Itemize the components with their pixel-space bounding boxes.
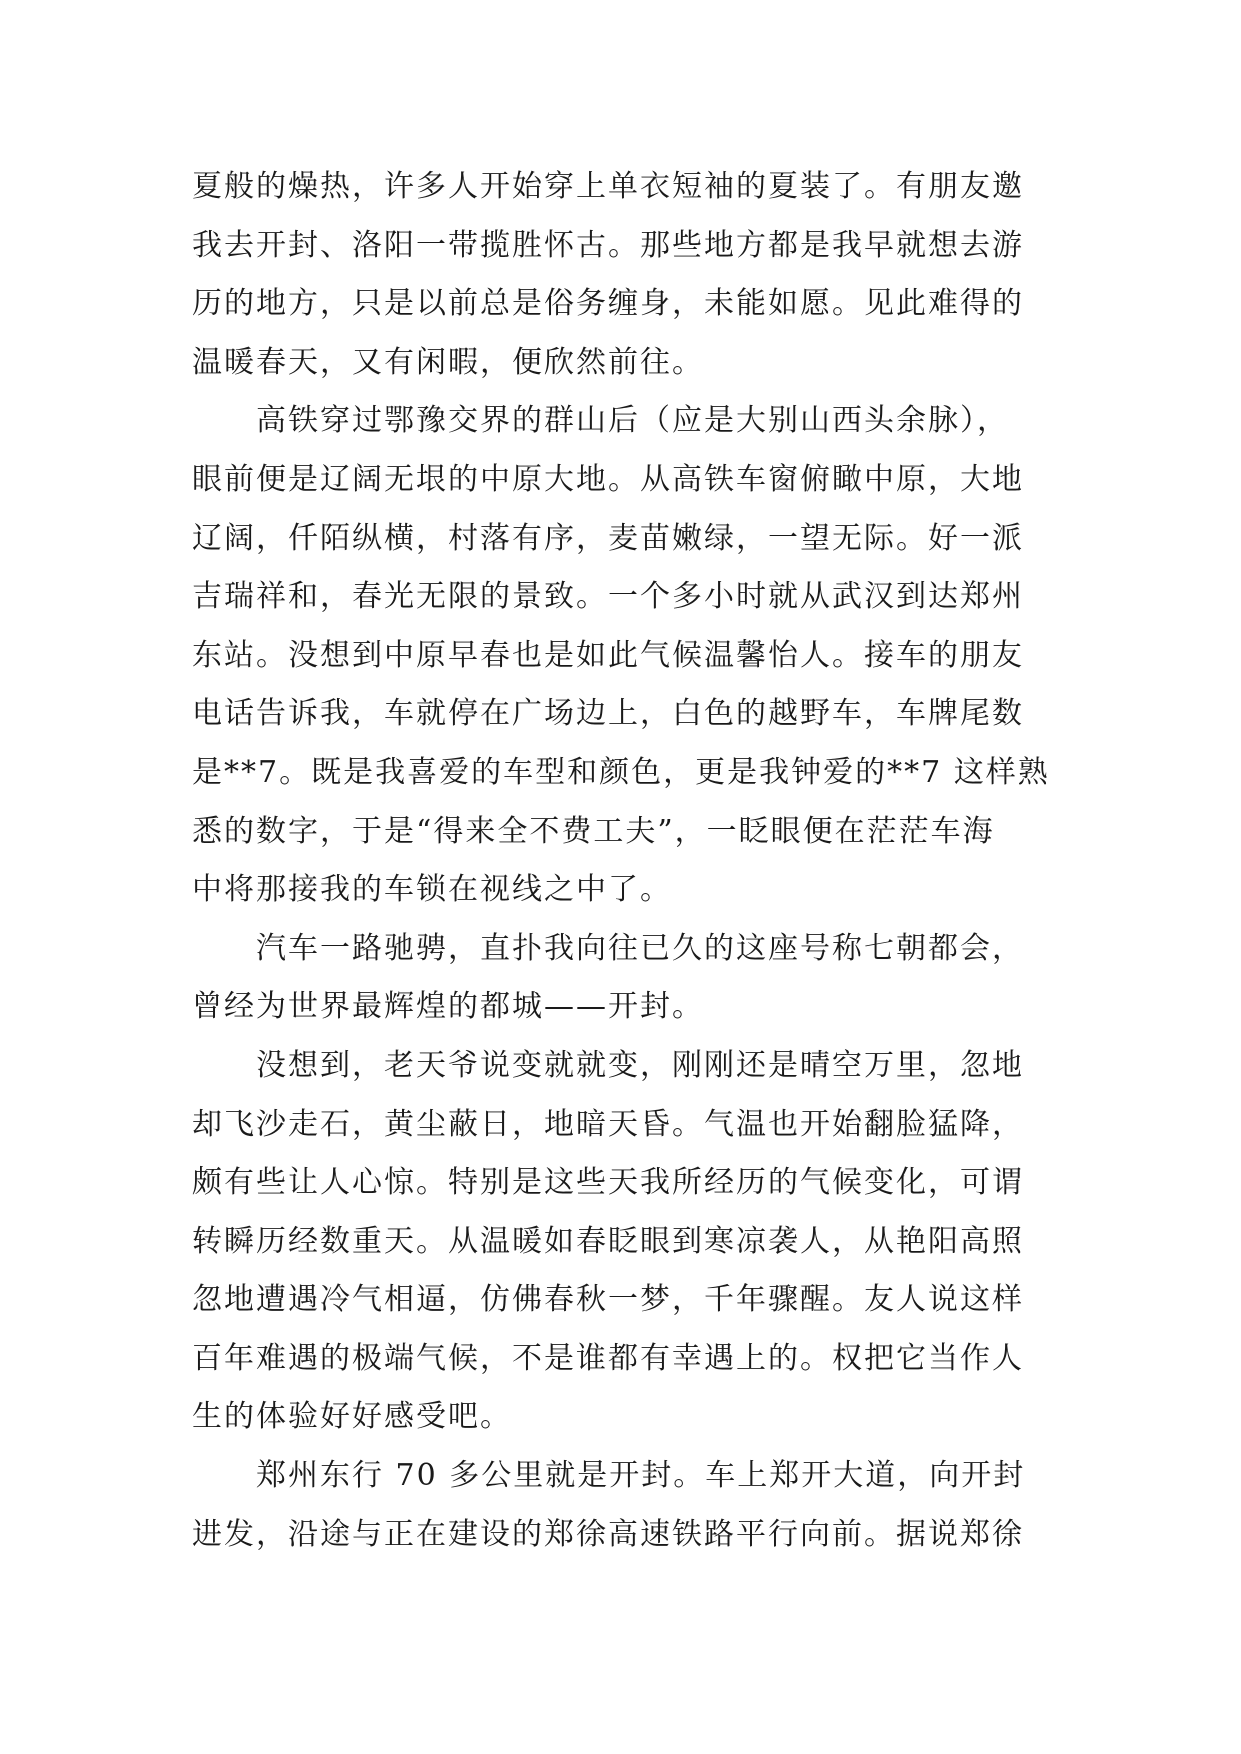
text-line: 是**7。既是我喜爱的车型和颜色，更是我钟爱的**7 这样熟 bbox=[192, 754, 1050, 790]
text-line: 忽地遭遇冷气相逼，仿佛春秋一梦，千年骤醒。友人说这样 bbox=[192, 1282, 1024, 1318]
text-line: 汽车一路驰骋，直扑我向往已久的这座号称七朝都会， bbox=[256, 930, 1024, 966]
paragraph-4 bbox=[192, 1037, 1052, 1447]
text-line: 中将那接我的车锁在视线之中了。 bbox=[192, 872, 672, 908]
paragraph-5 bbox=[192, 1447, 1052, 1564]
text-line: 温暖春天，又有闲暇，便欣然前往。 bbox=[192, 344, 704, 380]
text-line: 颇有些让人心惊。特别是这些天我所经历的气候变化，可谓 bbox=[192, 1165, 1024, 1201]
text-line: 吉瑞祥和，春光无限的景致。一个多小时就从武汉到达郑州 bbox=[192, 579, 1024, 615]
text-line: 夏般的燥热，许多人开始穿上单衣短袖的夏装了。有朋友邀 bbox=[192, 169, 1024, 204]
text-line: 却飞沙走石，黄尘蔽日，地暗天昏。气温也开始翻脸猛降， bbox=[192, 1106, 1024, 1142]
text-line: 高铁穿过鄂豫交界的群山后（应是大别山西头余脉）， bbox=[256, 403, 1009, 439]
text-line: 生的体验好好感受吧。 bbox=[192, 1399, 512, 1435]
text-line: 辽阔，仟陌纵横，村落有序，麦苗嫩绿，一望无际。好一派 bbox=[192, 520, 1024, 556]
text-line: 历的地方，只是以前总是俗务缠身，未能如愿。见此难得的 bbox=[192, 286, 1024, 322]
text-line: 进发，沿途与正在建设的郑徐高速铁路平行向前。据说郑徐 bbox=[192, 1516, 1024, 1552]
text-line: 我去开封、洛阳一带揽胜怀古。那些地方都是我早就想去游 bbox=[192, 227, 1024, 263]
paragraph-1 bbox=[192, 158, 1052, 392]
text-line: 电话告诉我，车就停在广场边上，白色的越野车，车牌尾数 bbox=[192, 696, 1024, 732]
text-line: 曾经为世界最辉煌的都城——开封。 bbox=[192, 989, 704, 1025]
text-line: 悉的数字，于是“得来全不费工夫”，一眨眼便在茫茫车海 bbox=[192, 813, 995, 849]
text-line: 郑州东行 70 多公里就是开封。车上郑开大道，向开封 bbox=[256, 1458, 1026, 1494]
text-line: 转瞬历经数重天。从温暖如春眨眼到寒凉袭人，从艳阳高照 bbox=[192, 1223, 1024, 1259]
text-line: 百年难遇的极端气候，不是谁都有幸遇上的。权把它当作人 bbox=[192, 1340, 1024, 1376]
text-line: 东站。没想到中原早春也是如此气候温馨怡人。接车的朋友 bbox=[192, 637, 1024, 673]
article-body bbox=[192, 158, 1052, 1564]
text-line: 眼前便是辽阔无垠的中原大地。从高铁车窗俯瞰中原，大地 bbox=[192, 461, 1024, 497]
text-line: 没想到，老天爷说变就就变，刚刚还是晴空万里，忽地 bbox=[256, 1047, 1024, 1083]
paragraph-3 bbox=[192, 920, 1052, 1037]
paragraph-2 bbox=[192, 392, 1052, 919]
